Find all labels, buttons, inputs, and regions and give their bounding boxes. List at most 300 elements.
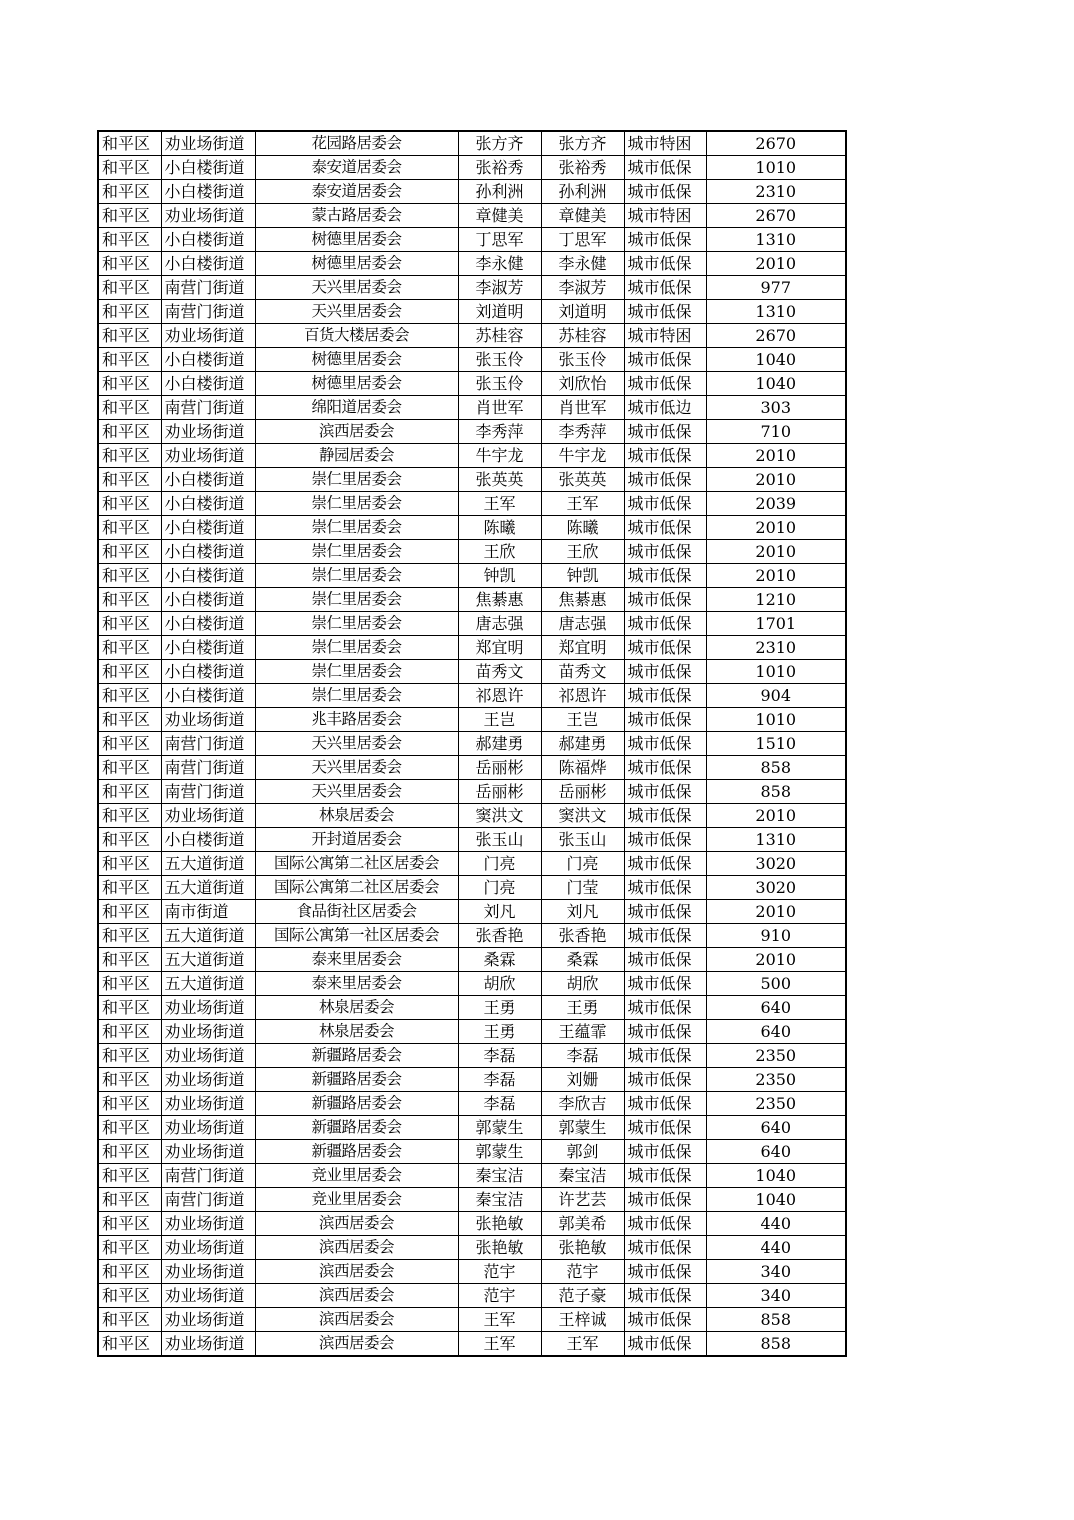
- category-cell: 城市低保: [624, 1044, 706, 1068]
- applicant-cell: 王勇: [458, 996, 541, 1020]
- street-cell: 小白楼街道: [161, 660, 255, 684]
- table-row: [98, 756, 846, 780]
- amount-cell: 1040: [706, 1164, 846, 1188]
- category-cell: 城市低保: [624, 1284, 706, 1308]
- district-cell: 和平区: [98, 396, 161, 420]
- amount-cell: 858: [706, 756, 846, 780]
- applicant-cell: 胡欣: [458, 972, 541, 996]
- district-cell: 和平区: [98, 756, 161, 780]
- district-cell: 和平区: [98, 1236, 161, 1260]
- street-cell: 小白楼街道: [161, 636, 255, 660]
- category-cell: 城市低保: [624, 1332, 706, 1357]
- district-cell: 和平区: [98, 924, 161, 948]
- category-cell: 城市低保: [624, 252, 706, 276]
- category-cell: 城市低保: [624, 972, 706, 996]
- member-cell: 陈福烨: [541, 756, 624, 780]
- street-cell: 劝业场街道: [161, 1260, 255, 1284]
- amount-cell: 340: [706, 1284, 846, 1308]
- community-cell: 蒙古路居委会: [255, 204, 458, 228]
- district-cell: 和平区: [98, 780, 161, 804]
- member-cell: 刘凡: [541, 900, 624, 924]
- amount-cell: 640: [706, 1116, 846, 1140]
- category-cell: 城市低保: [624, 660, 706, 684]
- street-cell: 劝业场街道: [161, 1236, 255, 1260]
- district-cell: 和平区: [98, 660, 161, 684]
- category-cell: 城市低保: [624, 780, 706, 804]
- member-cell: 张玉伶: [541, 348, 624, 372]
- amount-cell: 2010: [706, 516, 846, 540]
- street-cell: 五大道街道: [161, 876, 255, 900]
- district-cell: 和平区: [98, 348, 161, 372]
- community-cell: 国际公寓第二社区居委会: [255, 876, 458, 900]
- table-row: [98, 1284, 846, 1308]
- category-cell: 城市低保: [624, 1212, 706, 1236]
- applicant-cell: 张玉山: [458, 828, 541, 852]
- district-cell: 和平区: [98, 1308, 161, 1332]
- category-cell: 城市低保: [624, 612, 706, 636]
- member-cell: 祁恩许: [541, 684, 624, 708]
- table-body: [98, 131, 846, 1356]
- member-cell: 丁思军: [541, 228, 624, 252]
- table-row: [98, 1140, 846, 1164]
- community-cell: 开封道居委会: [255, 828, 458, 852]
- community-cell: 新疆路居委会: [255, 1068, 458, 1092]
- amount-cell: 910: [706, 924, 846, 948]
- category-cell: 城市低保: [624, 156, 706, 180]
- member-cell: 秦宝洁: [541, 1164, 624, 1188]
- district-cell: 和平区: [98, 636, 161, 660]
- member-cell: 李秀萍: [541, 420, 624, 444]
- street-cell: 小白楼街道: [161, 828, 255, 852]
- table-row: [98, 444, 846, 468]
- street-cell: 五大道街道: [161, 948, 255, 972]
- category-cell: 城市低保: [624, 1188, 706, 1212]
- member-cell: 章健美: [541, 204, 624, 228]
- district-cell: 和平区: [98, 131, 161, 156]
- category-cell: 城市低保: [624, 732, 706, 756]
- street-cell: 小白楼街道: [161, 564, 255, 588]
- table-row: [98, 324, 846, 348]
- applicant-cell: 孙利洲: [458, 180, 541, 204]
- district-cell: 和平区: [98, 1212, 161, 1236]
- street-cell: 南营门街道: [161, 396, 255, 420]
- community-cell: 新疆路居委会: [255, 1092, 458, 1116]
- amount-cell: 3020: [706, 876, 846, 900]
- amount-cell: 440: [706, 1236, 846, 1260]
- community-cell: 树德里居委会: [255, 252, 458, 276]
- category-cell: 城市低保: [624, 636, 706, 660]
- amount-cell: 1310: [706, 300, 846, 324]
- community-cell: 崇仁里居委会: [255, 516, 458, 540]
- district-cell: 和平区: [98, 468, 161, 492]
- table-row: [98, 1044, 846, 1068]
- applicant-cell: 岳丽彬: [458, 756, 541, 780]
- community-cell: 崇仁里居委会: [255, 636, 458, 660]
- category-cell: 城市低保: [624, 1308, 706, 1332]
- street-cell: 五大道街道: [161, 972, 255, 996]
- street-cell: 小白楼街道: [161, 156, 255, 180]
- street-cell: 小白楼街道: [161, 348, 255, 372]
- category-cell: 城市低保: [624, 1140, 706, 1164]
- category-cell: 城市低保: [624, 300, 706, 324]
- street-cell: 小白楼街道: [161, 468, 255, 492]
- community-cell: 滨西居委会: [255, 1284, 458, 1308]
- member-cell: 胡欣: [541, 972, 624, 996]
- applicant-cell: 肖世军: [458, 396, 541, 420]
- district-cell: 和平区: [98, 1284, 161, 1308]
- table-row: [98, 828, 846, 852]
- table-row: [98, 1236, 846, 1260]
- community-cell: 静园居委会: [255, 444, 458, 468]
- community-cell: 泰安道居委会: [255, 180, 458, 204]
- member-cell: 郭蒙生: [541, 1116, 624, 1140]
- amount-cell: 2010: [706, 900, 846, 924]
- category-cell: 城市低保: [624, 1164, 706, 1188]
- district-cell: 和平区: [98, 1164, 161, 1188]
- community-cell: 天兴里居委会: [255, 780, 458, 804]
- district-cell: 和平区: [98, 324, 161, 348]
- member-cell: 范宇: [541, 1260, 624, 1284]
- amount-cell: 2010: [706, 252, 846, 276]
- category-cell: 城市低保: [624, 900, 706, 924]
- category-cell: 城市低保: [624, 924, 706, 948]
- table-row: [98, 468, 846, 492]
- category-cell: 城市低保: [624, 276, 706, 300]
- applicant-cell: 李磊: [458, 1044, 541, 1068]
- applicant-cell: 桑霖: [458, 948, 541, 972]
- street-cell: 劝业场街道: [161, 324, 255, 348]
- table-row: [98, 948, 846, 972]
- amount-cell: 977: [706, 276, 846, 300]
- category-cell: 城市低边: [624, 396, 706, 420]
- district-cell: 和平区: [98, 252, 161, 276]
- member-cell: 郑宜明: [541, 636, 624, 660]
- table-row: [98, 1164, 846, 1188]
- table-row: [98, 180, 846, 204]
- street-cell: 小白楼街道: [161, 180, 255, 204]
- member-cell: 王军: [541, 1332, 624, 1357]
- applicant-cell: 苏桂容: [458, 324, 541, 348]
- member-cell: 刘道明: [541, 300, 624, 324]
- member-cell: 郭剑: [541, 1140, 624, 1164]
- district-cell: 和平区: [98, 516, 161, 540]
- district-cell: 和平区: [98, 996, 161, 1020]
- district-cell: 和平区: [98, 372, 161, 396]
- category-cell: 城市低保: [624, 444, 706, 468]
- street-cell: 五大道街道: [161, 924, 255, 948]
- amount-cell: 3020: [706, 852, 846, 876]
- table-row: [98, 348, 846, 372]
- amount-cell: 340: [706, 1260, 846, 1284]
- applicant-cell: 窦洪文: [458, 804, 541, 828]
- amount-cell: 303: [706, 396, 846, 420]
- community-cell: 崇仁里居委会: [255, 540, 458, 564]
- category-cell: 城市低保: [624, 1092, 706, 1116]
- community-cell: 崇仁里居委会: [255, 468, 458, 492]
- category-cell: 城市低保: [624, 756, 706, 780]
- district-cell: 和平区: [98, 540, 161, 564]
- amount-cell: 500: [706, 972, 846, 996]
- applicant-cell: 王军: [458, 492, 541, 516]
- welfare-table: [97, 130, 847, 1357]
- community-cell: 崇仁里居委会: [255, 492, 458, 516]
- table-row: [98, 708, 846, 732]
- district-cell: 和平区: [98, 276, 161, 300]
- street-cell: 劝业场街道: [161, 1308, 255, 1332]
- amount-cell: 858: [706, 1332, 846, 1357]
- district-cell: 和平区: [98, 1068, 161, 1092]
- street-cell: 劝业场街道: [161, 996, 255, 1020]
- district-cell: 和平区: [98, 180, 161, 204]
- amount-cell: 1510: [706, 732, 846, 756]
- amount-cell: 1040: [706, 372, 846, 396]
- member-cell: 王岂: [541, 708, 624, 732]
- member-cell: 窦洪文: [541, 804, 624, 828]
- member-cell: 王梓诚: [541, 1308, 624, 1332]
- street-cell: 南市街道: [161, 900, 255, 924]
- table-row: [98, 300, 846, 324]
- member-cell: 门莹: [541, 876, 624, 900]
- member-cell: 张香艳: [541, 924, 624, 948]
- district-cell: 和平区: [98, 444, 161, 468]
- category-cell: 城市低保: [624, 540, 706, 564]
- table-row: [98, 540, 846, 564]
- applicant-cell: 陈曦: [458, 516, 541, 540]
- amount-cell: 2670: [706, 131, 846, 156]
- street-cell: 劝业场街道: [161, 444, 255, 468]
- amount-cell: 2010: [706, 948, 846, 972]
- category-cell: 城市低保: [624, 492, 706, 516]
- community-cell: 林泉居委会: [255, 804, 458, 828]
- category-cell: 城市低保: [624, 516, 706, 540]
- applicant-cell: 丁思军: [458, 228, 541, 252]
- community-cell: 林泉居委会: [255, 996, 458, 1020]
- applicant-cell: 门亮: [458, 852, 541, 876]
- amount-cell: 1010: [706, 708, 846, 732]
- table-row: [98, 1212, 846, 1236]
- category-cell: 城市低保: [624, 1068, 706, 1092]
- amount-cell: 2039: [706, 492, 846, 516]
- applicant-cell: 李磊: [458, 1092, 541, 1116]
- district-cell: 和平区: [98, 852, 161, 876]
- table-row: [98, 131, 846, 156]
- table-row: [98, 684, 846, 708]
- district-cell: 和平区: [98, 228, 161, 252]
- table-row: [98, 852, 846, 876]
- member-cell: 张裕秀: [541, 156, 624, 180]
- amount-cell: 2010: [706, 468, 846, 492]
- member-cell: 李磊: [541, 1044, 624, 1068]
- table-row: [98, 396, 846, 420]
- table-row: [98, 228, 846, 252]
- member-cell: 门亮: [541, 852, 624, 876]
- applicant-cell: 秦宝洁: [458, 1188, 541, 1212]
- street-cell: 劝业场街道: [161, 1212, 255, 1236]
- table-row: [98, 372, 846, 396]
- table-row: [98, 204, 846, 228]
- member-cell: 李永健: [541, 252, 624, 276]
- applicant-cell: 唐志强: [458, 612, 541, 636]
- member-cell: 张艳敏: [541, 1236, 624, 1260]
- applicant-cell: 刘凡: [458, 900, 541, 924]
- amount-cell: 2310: [706, 636, 846, 660]
- street-cell: 小白楼街道: [161, 228, 255, 252]
- category-cell: 城市低保: [624, 708, 706, 732]
- community-cell: 国际公寓第二社区居委会: [255, 852, 458, 876]
- community-cell: 新疆路居委会: [255, 1140, 458, 1164]
- applicant-cell: 王勇: [458, 1020, 541, 1044]
- applicant-cell: 章健美: [458, 204, 541, 228]
- amount-cell: 2010: [706, 804, 846, 828]
- applicant-cell: 李永健: [458, 252, 541, 276]
- district-cell: 和平区: [98, 804, 161, 828]
- community-cell: 国际公寓第一社区居委会: [255, 924, 458, 948]
- district-cell: 和平区: [98, 1044, 161, 1068]
- member-cell: 肖世军: [541, 396, 624, 420]
- street-cell: 劝业场街道: [161, 1044, 255, 1068]
- district-cell: 和平区: [98, 204, 161, 228]
- category-cell: 城市低保: [624, 564, 706, 588]
- applicant-cell: 王军: [458, 1308, 541, 1332]
- table-row: [98, 612, 846, 636]
- category-cell: 城市低保: [624, 804, 706, 828]
- applicant-cell: 范宇: [458, 1284, 541, 1308]
- district-cell: 和平区: [98, 612, 161, 636]
- amount-cell: 1010: [706, 156, 846, 180]
- category-cell: 城市低保: [624, 180, 706, 204]
- amount-cell: 2350: [706, 1092, 846, 1116]
- street-cell: 小白楼街道: [161, 372, 255, 396]
- table-row: [98, 1020, 846, 1044]
- table-row: [98, 1116, 846, 1140]
- community-cell: 滨西居委会: [255, 1212, 458, 1236]
- category-cell: 城市低保: [624, 828, 706, 852]
- street-cell: 南营门街道: [161, 1188, 255, 1212]
- street-cell: 劝业场街道: [161, 708, 255, 732]
- district-cell: 和平区: [98, 420, 161, 444]
- member-cell: 李欣吉: [541, 1092, 624, 1116]
- applicant-cell: 郑宜明: [458, 636, 541, 660]
- category-cell: 城市低保: [624, 420, 706, 444]
- district-cell: 和平区: [98, 1092, 161, 1116]
- category-cell: 城市低保: [624, 348, 706, 372]
- applicant-cell: 郭蒙生: [458, 1140, 541, 1164]
- table-row: [98, 876, 846, 900]
- street-cell: 五大道街道: [161, 852, 255, 876]
- category-cell: 城市特困: [624, 204, 706, 228]
- community-cell: 林泉居委会: [255, 1020, 458, 1044]
- community-cell: 泰来里居委会: [255, 948, 458, 972]
- member-cell: 王军: [541, 492, 624, 516]
- table-row: [98, 1188, 846, 1212]
- applicant-cell: 张英英: [458, 468, 541, 492]
- amount-cell: 1310: [706, 828, 846, 852]
- street-cell: 小白楼街道: [161, 684, 255, 708]
- table-row: [98, 924, 846, 948]
- applicant-cell: 焦綦惠: [458, 588, 541, 612]
- applicant-cell: 王军: [458, 1332, 541, 1357]
- table-row: [98, 636, 846, 660]
- amount-cell: 2010: [706, 540, 846, 564]
- amount-cell: 640: [706, 1140, 846, 1164]
- table-row: [98, 900, 846, 924]
- amount-cell: 1040: [706, 348, 846, 372]
- community-cell: 兆丰路居委会: [255, 708, 458, 732]
- street-cell: 劝业场街道: [161, 1284, 255, 1308]
- applicant-cell: 祁恩许: [458, 684, 541, 708]
- district-cell: 和平区: [98, 684, 161, 708]
- applicant-cell: 秦宝洁: [458, 1164, 541, 1188]
- table-row: [98, 1092, 846, 1116]
- applicant-cell: 王欣: [458, 540, 541, 564]
- category-cell: 城市低保: [624, 948, 706, 972]
- category-cell: 城市低保: [624, 228, 706, 252]
- community-cell: 百货大楼居委会: [255, 324, 458, 348]
- community-cell: 滨西居委会: [255, 420, 458, 444]
- member-cell: 唐志强: [541, 612, 624, 636]
- applicant-cell: 门亮: [458, 876, 541, 900]
- district-cell: 和平区: [98, 300, 161, 324]
- street-cell: 劝业场街道: [161, 1116, 255, 1140]
- community-cell: 树德里居委会: [255, 372, 458, 396]
- street-cell: 小白楼街道: [161, 492, 255, 516]
- applicant-cell: 李磊: [458, 1068, 541, 1092]
- applicant-cell: 张香艳: [458, 924, 541, 948]
- member-cell: 钟凯: [541, 564, 624, 588]
- street-cell: 小白楼街道: [161, 612, 255, 636]
- community-cell: 花园路居委会: [255, 131, 458, 156]
- table-row: [98, 1260, 846, 1284]
- table-row: [98, 780, 846, 804]
- member-cell: 刘姗: [541, 1068, 624, 1092]
- street-cell: 小白楼街道: [161, 252, 255, 276]
- member-cell: 王蕴霏: [541, 1020, 624, 1044]
- street-cell: 劝业场街道: [161, 1332, 255, 1357]
- district-cell: 和平区: [98, 1140, 161, 1164]
- community-cell: 崇仁里居委会: [255, 588, 458, 612]
- category-cell: 城市低保: [624, 468, 706, 492]
- amount-cell: 904: [706, 684, 846, 708]
- applicant-cell: 范宇: [458, 1260, 541, 1284]
- applicant-cell: 王岂: [458, 708, 541, 732]
- amount-cell: 2350: [706, 1068, 846, 1092]
- table-row: [98, 972, 846, 996]
- community-cell: 绵阳道居委会: [255, 396, 458, 420]
- community-cell: 天兴里居委会: [255, 276, 458, 300]
- amount-cell: 640: [706, 996, 846, 1020]
- district-cell: 和平区: [98, 876, 161, 900]
- community-cell: 天兴里居委会: [255, 732, 458, 756]
- community-cell: 竞业里居委会: [255, 1164, 458, 1188]
- applicant-cell: 李淑芳: [458, 276, 541, 300]
- member-cell: 许艺芸: [541, 1188, 624, 1212]
- community-cell: 崇仁里居委会: [255, 684, 458, 708]
- street-cell: 南营门街道: [161, 780, 255, 804]
- table-row: [98, 1068, 846, 1092]
- amount-cell: 858: [706, 780, 846, 804]
- amount-cell: 440: [706, 1212, 846, 1236]
- street-cell: 小白楼街道: [161, 540, 255, 564]
- table-row: [98, 516, 846, 540]
- street-cell: 劝业场街道: [161, 1092, 255, 1116]
- community-cell: 天兴里居委会: [255, 300, 458, 324]
- applicant-cell: 张裕秀: [458, 156, 541, 180]
- community-cell: 滨西居委会: [255, 1308, 458, 1332]
- street-cell: 南营门街道: [161, 300, 255, 324]
- applicant-cell: 刘道明: [458, 300, 541, 324]
- table-row: [98, 1308, 846, 1332]
- amount-cell: 2010: [706, 444, 846, 468]
